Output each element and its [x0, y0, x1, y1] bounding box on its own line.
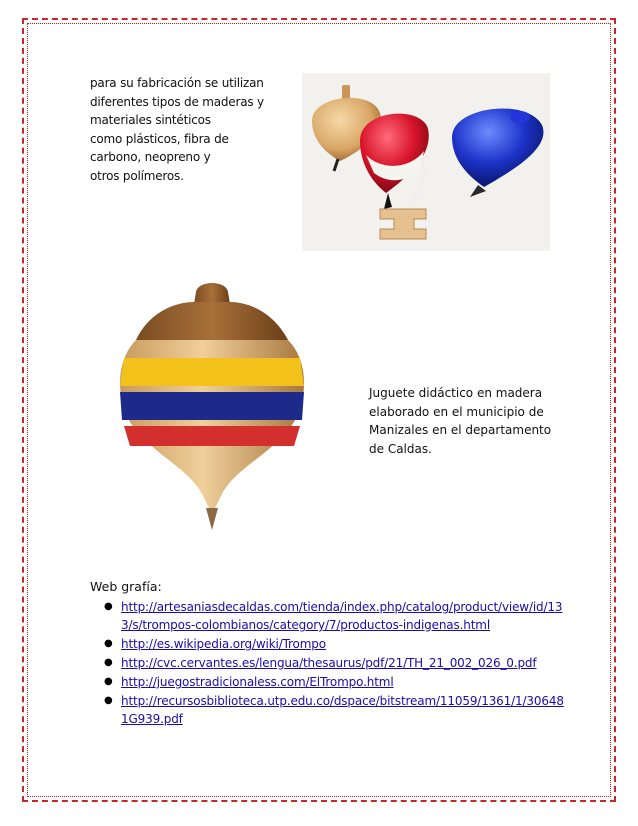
striped-top-photo [58, 270, 348, 560]
list-item [90, 598, 570, 634]
intro-line: otros polímeros. [90, 168, 184, 183]
intro-line: para su fabricación se utilizan [90, 76, 264, 90]
list-item [90, 692, 570, 728]
intro-line: carbono, neopreno y [90, 150, 211, 164]
reference-link[interactable]: http://cvc.cervantes.es/lengua/thesaurus/pdf/21/TH_21_002_026_0.pdf [121, 656, 537, 670]
bullet-icon: ● [104, 695, 113, 706]
bullet-icon: ● [104, 638, 113, 649]
caption-line: elaborado en el municipio de [369, 404, 544, 419]
reference-link[interactable]: http://recursosbiblioteca.utp.edu.co/dspace/bitstream/11059/1361/1/306481G939.pdf [121, 694, 564, 726]
caption-line: Manizales en el departamento [369, 423, 552, 437]
list-item [90, 654, 570, 672]
intro-paragraph [90, 74, 290, 185]
caption-line: de Caldas. [369, 441, 432, 456]
intro-line: como plásticos, fibra de [90, 131, 229, 146]
intro-line: materiales sintéticos [90, 113, 211, 127]
caption-line: Juguete didáctico en madera [369, 386, 543, 400]
intro-line: diferentes tipos de maderas y [90, 94, 264, 109]
list-item [90, 673, 570, 691]
reference-link[interactable]: http://artesaniasdecaldas.com/tienda/index.php/catalog/product/view/id/133/s/trompos-colombianos/category/7/productos-indigenas.html [121, 600, 563, 632]
bullet-icon: ● [104, 676, 113, 687]
webgrafia-heading: Web grafía: [90, 579, 162, 594]
reference-link[interactable]: http://es.wikipedia.org/wiki/Trompo [121, 637, 326, 651]
webgrafia-list [90, 598, 570, 729]
spinning-tops-photo [302, 73, 550, 251]
bullet-icon: ● [104, 601, 113, 612]
reference-link[interactable]: http://juegostradicionaless.com/ElTrompo.html [121, 675, 394, 689]
list-item [90, 635, 570, 653]
bullet-icon: ● [104, 657, 113, 668]
image-caption [369, 384, 569, 458]
